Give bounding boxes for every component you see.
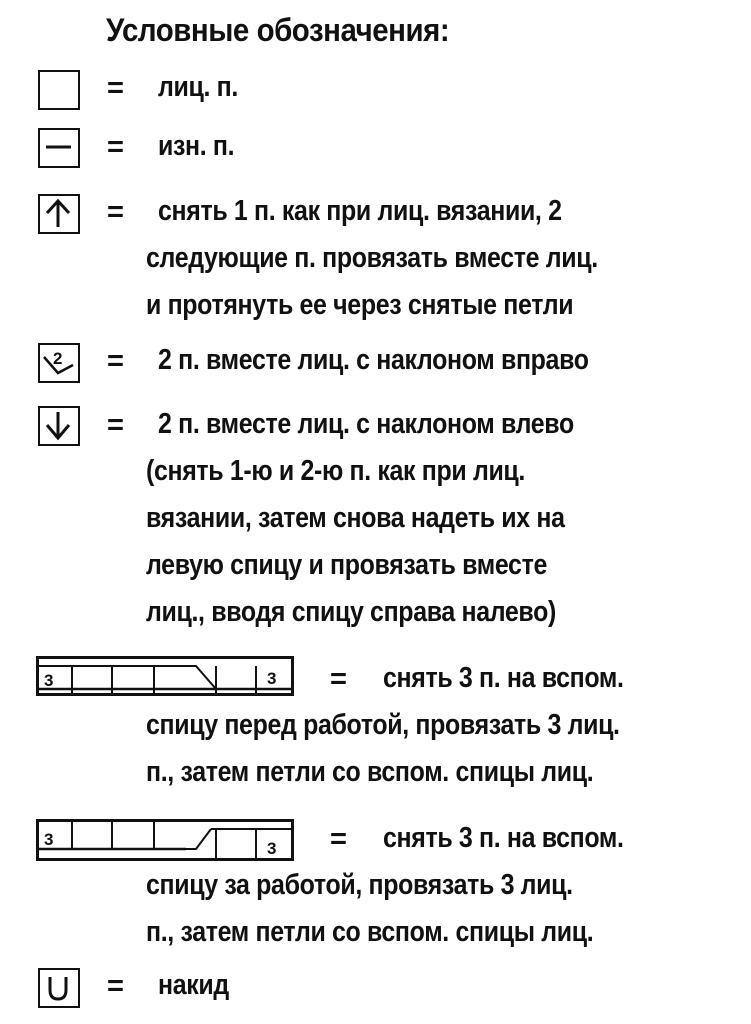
equals-sign: = xyxy=(107,409,124,441)
legend-text-yarn-over xyxy=(158,962,229,1009)
blank-square-icon xyxy=(38,70,80,110)
legend-text-sk2p-cont xyxy=(146,235,598,329)
legend-line: п., затем петли со вспом. спицы лиц. xyxy=(146,756,594,788)
up-arrow-square-icon xyxy=(38,194,80,234)
equals-sign: = xyxy=(107,970,124,1002)
legend-text-k2tog-right xyxy=(158,337,589,384)
legend-line: следующие п. провязать вместе лиц. xyxy=(146,242,598,274)
cable-count-left: 3 xyxy=(44,671,54,690)
legend-line: снять 3 п. на вспом. xyxy=(383,662,624,694)
equals-sign: = xyxy=(330,823,347,855)
cable-count-right: 3 xyxy=(267,669,277,688)
legend-line: снять 1 п. как при лиц. вязании, 2 xyxy=(158,195,562,227)
legend-line: спицу за работой, провязать 3 лиц. xyxy=(146,869,573,901)
legend-line: 2 п. вместе лиц. с наклоном вправо xyxy=(158,344,589,376)
number-two-glyph: 2 xyxy=(53,349,63,368)
equals-sign: = xyxy=(107,196,124,228)
legend-text-sk2p xyxy=(158,188,562,235)
legend-line: левую спицу и провязать вместе xyxy=(146,549,547,581)
cable-count-left: 3 xyxy=(44,830,54,849)
legend-text-cable-back xyxy=(383,815,624,862)
legend-line: п., затем петли со вспом. спицы лиц. xyxy=(146,916,594,948)
legend-line: снять 3 п. на вспом. xyxy=(383,822,624,854)
legend-text-k2tog-left xyxy=(158,401,574,448)
equals-sign: = xyxy=(330,663,347,695)
cable-back-icon xyxy=(36,819,294,861)
legend-text-cable-back-cont xyxy=(146,862,593,956)
legend-line: спицу перед работой, провязать 3 лиц. xyxy=(146,709,620,741)
legend-line: изн. п. xyxy=(158,130,235,162)
down-arrow-square-icon xyxy=(38,406,80,446)
cable-count-right: 3 xyxy=(267,839,277,858)
legend-title: Условные обозначения: xyxy=(106,12,450,48)
legend-line: лиц., вводя спицу справа налево) xyxy=(146,596,556,628)
dash-square-icon xyxy=(38,128,80,168)
equals-sign: = xyxy=(107,131,124,163)
legend-text-purl xyxy=(158,123,234,170)
legend-line: и протянуть ее через снятые петли xyxy=(146,289,574,321)
legend-line: лиц. п. xyxy=(158,71,238,103)
legend-text-cable-front-cont xyxy=(146,702,620,796)
equals-sign: = xyxy=(107,345,124,377)
legend-line: вязании, затем снова надеть их на xyxy=(146,502,565,534)
two-right-slant-square-icon xyxy=(38,343,80,383)
yarn-over-square-icon xyxy=(38,968,80,1008)
legend-text-k2tog-left-cont xyxy=(146,448,565,636)
equals-sign: = xyxy=(107,72,124,104)
legend-text-knit xyxy=(158,64,238,111)
legend-line: накид xyxy=(158,969,229,1001)
legend-line: 2 п. вместе лиц. с наклоном влево xyxy=(158,408,574,440)
legend-text-cable-front xyxy=(383,655,624,702)
legend-line: (снять 1-ю и 2-ю п. как при лиц. xyxy=(146,455,526,487)
cable-front-icon xyxy=(36,656,294,696)
